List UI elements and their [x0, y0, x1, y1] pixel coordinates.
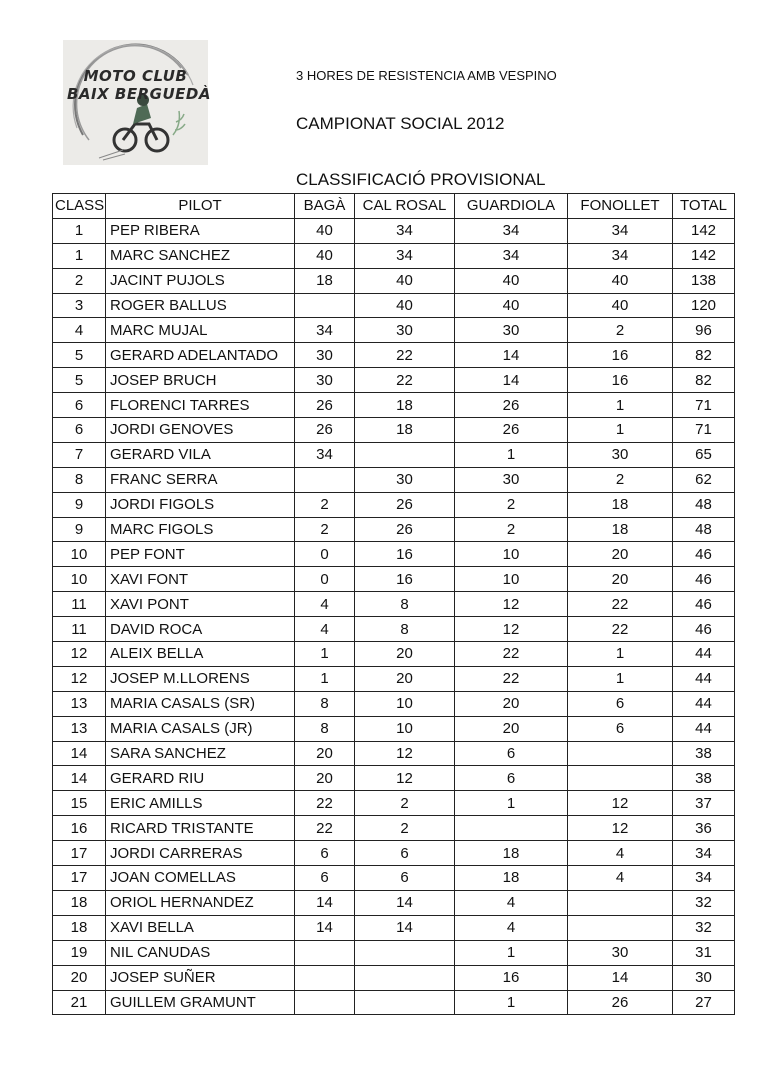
total-cell: 31	[673, 940, 735, 965]
class-cell: 1	[53, 218, 106, 243]
baga-cell: 14	[295, 890, 355, 915]
guardiola-cell: 20	[455, 716, 568, 741]
baga-cell: 14	[295, 915, 355, 940]
guardiola-cell: 6	[455, 766, 568, 791]
pilot-cell: MARC SANCHEZ	[106, 243, 295, 268]
class-cell: 20	[53, 965, 106, 990]
fonollet-cell: 2	[568, 467, 673, 492]
total-cell: 62	[673, 467, 735, 492]
fonollet-cell: 22	[568, 592, 673, 617]
table-row	[53, 592, 735, 617]
pilot-cell: JORDI GENOVES	[106, 418, 295, 443]
baga-cell: 30	[295, 368, 355, 393]
baga-cell	[295, 940, 355, 965]
class-cell: 14	[53, 766, 106, 791]
cal-rosal-cell: 2	[355, 791, 455, 816]
column-header-cal-rosal: CAL ROSAL	[355, 194, 455, 219]
pilot-cell: MARIA CASALS (SR)	[106, 691, 295, 716]
baga-cell: 8	[295, 716, 355, 741]
cal-rosal-cell: 20	[355, 642, 455, 667]
fonollet-cell: 20	[568, 542, 673, 567]
fonollet-cell: 1	[568, 418, 673, 443]
baga-cell: 2	[295, 492, 355, 517]
cal-rosal-cell	[355, 940, 455, 965]
baga-cell: 8	[295, 691, 355, 716]
fonollet-cell: 12	[568, 791, 673, 816]
class-cell: 2	[53, 268, 106, 293]
total-cell: 32	[673, 890, 735, 915]
table-row	[53, 442, 735, 467]
table-row	[53, 293, 735, 318]
class-cell: 8	[53, 467, 106, 492]
total-cell: 34	[673, 841, 735, 866]
fonollet-cell: 12	[568, 816, 673, 841]
total-cell: 120	[673, 293, 735, 318]
table-row	[53, 467, 735, 492]
baga-cell: 0	[295, 567, 355, 592]
table-row	[53, 492, 735, 517]
table-row	[53, 517, 735, 542]
pilot-cell: JOSEP BRUCH	[106, 368, 295, 393]
guardiola-cell: 22	[455, 642, 568, 667]
baga-cell: 26	[295, 393, 355, 418]
total-cell: 142	[673, 243, 735, 268]
class-cell: 14	[53, 741, 106, 766]
baga-cell: 6	[295, 866, 355, 891]
pilot-cell: MARC FIGOLS	[106, 517, 295, 542]
logo-line-1: MOTO CLUB	[83, 67, 188, 85]
baga-cell: 4	[295, 617, 355, 642]
cal-rosal-cell: 14	[355, 890, 455, 915]
cal-rosal-cell: 20	[355, 666, 455, 691]
guardiola-cell: 6	[455, 741, 568, 766]
cal-rosal-cell: 14	[355, 915, 455, 940]
fonollet-cell	[568, 766, 673, 791]
class-cell: 10	[53, 567, 106, 592]
total-cell: 82	[673, 368, 735, 393]
guardiola-cell: 16	[455, 965, 568, 990]
total-cell: 38	[673, 766, 735, 791]
table-header-row	[53, 194, 735, 219]
total-cell: 37	[673, 791, 735, 816]
fonollet-cell	[568, 890, 673, 915]
cal-rosal-cell: 6	[355, 866, 455, 891]
fonollet-cell: 40	[568, 293, 673, 318]
guardiola-cell: 4	[455, 890, 568, 915]
table-row	[53, 741, 735, 766]
class-cell: 3	[53, 293, 106, 318]
class-cell: 4	[53, 318, 106, 343]
classification-title: CLASSIFICACIÓ PROVISIONAL	[296, 170, 546, 189]
event-title: 3 HORES DE RESISTENCIA AMB VESPINO	[296, 68, 557, 83]
table-row	[53, 940, 735, 965]
results-body	[53, 218, 735, 1015]
guardiola-cell: 4	[455, 915, 568, 940]
total-cell: 142	[673, 218, 735, 243]
total-cell: 44	[673, 642, 735, 667]
class-cell: 15	[53, 791, 106, 816]
guardiola-cell: 18	[455, 841, 568, 866]
cal-rosal-cell: 40	[355, 268, 455, 293]
table-row	[53, 716, 735, 741]
baga-cell: 6	[295, 841, 355, 866]
guardiola-cell: 20	[455, 691, 568, 716]
class-cell: 9	[53, 517, 106, 542]
pilot-cell: ERIC AMILLS	[106, 791, 295, 816]
pilot-cell: MARIA CASALS (JR)	[106, 716, 295, 741]
table-row	[53, 915, 735, 940]
class-cell: 10	[53, 542, 106, 567]
fonollet-cell: 30	[568, 442, 673, 467]
baga-cell: 22	[295, 791, 355, 816]
table-row	[53, 890, 735, 915]
fonollet-cell: 20	[568, 567, 673, 592]
pilot-cell: GERARD ADELANTADO	[106, 343, 295, 368]
fonollet-cell: 14	[568, 965, 673, 990]
baga-cell: 4	[295, 592, 355, 617]
fonollet-cell: 6	[568, 716, 673, 741]
baga-cell	[295, 467, 355, 492]
total-cell: 48	[673, 492, 735, 517]
total-cell: 138	[673, 268, 735, 293]
class-cell: 21	[53, 990, 106, 1015]
baga-cell	[295, 293, 355, 318]
column-header-guardiola: GUARDIOLA	[455, 194, 568, 219]
total-cell: 44	[673, 691, 735, 716]
baga-cell: 18	[295, 268, 355, 293]
baga-cell: 26	[295, 418, 355, 443]
total-cell: 46	[673, 542, 735, 567]
guardiola-cell: 12	[455, 617, 568, 642]
class-cell: 11	[53, 617, 106, 642]
table-row	[53, 567, 735, 592]
pilot-cell: PEP FONT	[106, 542, 295, 567]
cal-rosal-cell: 18	[355, 418, 455, 443]
cal-rosal-cell: 30	[355, 318, 455, 343]
cal-rosal-cell: 2	[355, 816, 455, 841]
fonollet-cell: 18	[568, 492, 673, 517]
guardiola-cell: 2	[455, 517, 568, 542]
fonollet-cell: 2	[568, 318, 673, 343]
class-cell: 9	[53, 492, 106, 517]
baga-cell	[295, 965, 355, 990]
class-cell: 13	[53, 691, 106, 716]
club-logo	[63, 40, 211, 165]
fonollet-cell: 34	[568, 218, 673, 243]
total-cell: 32	[673, 915, 735, 940]
guardiola-cell: 1	[455, 940, 568, 965]
total-cell: 82	[673, 343, 735, 368]
guardiola-cell: 40	[455, 268, 568, 293]
total-cell: 44	[673, 666, 735, 691]
fonollet-cell: 1	[568, 642, 673, 667]
cal-rosal-cell	[355, 990, 455, 1015]
total-cell: 46	[673, 567, 735, 592]
cal-rosal-cell: 16	[355, 567, 455, 592]
baga-cell: 34	[295, 442, 355, 467]
pilot-cell: XAVI FONT	[106, 567, 295, 592]
pilot-cell: NIL CANUDAS	[106, 940, 295, 965]
guardiola-cell: 22	[455, 666, 568, 691]
column-header-baga: BAGÀ	[295, 194, 355, 219]
baga-cell: 0	[295, 542, 355, 567]
pilot-cell: PEP RIBERA	[106, 218, 295, 243]
class-cell: 18	[53, 890, 106, 915]
pilot-cell: RICARD TRISTANTE	[106, 816, 295, 841]
pilot-cell: XAVI PONT	[106, 592, 295, 617]
cal-rosal-cell	[355, 442, 455, 467]
guardiola-cell: 26	[455, 393, 568, 418]
guardiola-cell: 1	[455, 990, 568, 1015]
table-row	[53, 617, 735, 642]
cal-rosal-cell: 10	[355, 716, 455, 741]
fonollet-cell: 1	[568, 666, 673, 691]
class-cell: 17	[53, 841, 106, 866]
table-row	[53, 866, 735, 891]
total-cell: 46	[673, 592, 735, 617]
class-cell: 16	[53, 816, 106, 841]
total-cell: 27	[673, 990, 735, 1015]
cal-rosal-cell	[355, 965, 455, 990]
guardiola-cell: 34	[455, 243, 568, 268]
pilot-cell: JORDI FIGOLS	[106, 492, 295, 517]
baga-cell: 20	[295, 766, 355, 791]
fonollet-cell: 30	[568, 940, 673, 965]
cal-rosal-cell: 26	[355, 517, 455, 542]
cal-rosal-cell: 34	[355, 243, 455, 268]
class-cell: 13	[53, 716, 106, 741]
cal-rosal-cell: 12	[355, 741, 455, 766]
pilot-cell: FRANC SERRA	[106, 467, 295, 492]
guardiola-cell: 10	[455, 542, 568, 567]
cal-rosal-cell: 16	[355, 542, 455, 567]
fonollet-cell: 34	[568, 243, 673, 268]
total-cell: 44	[673, 716, 735, 741]
fonollet-cell	[568, 915, 673, 940]
baga-cell: 2	[295, 517, 355, 542]
column-header-class: CLASS	[53, 194, 106, 219]
guardiola-cell: 34	[455, 218, 568, 243]
cal-rosal-cell: 34	[355, 218, 455, 243]
pilot-cell: XAVI BELLA	[106, 915, 295, 940]
total-cell: 96	[673, 318, 735, 343]
fonollet-cell: 16	[568, 343, 673, 368]
championship-title: CAMPIONAT SOCIAL 2012	[296, 114, 505, 133]
total-cell: 71	[673, 418, 735, 443]
column-header-fonollet: FONOLLET	[568, 194, 673, 219]
cal-rosal-cell: 22	[355, 368, 455, 393]
pilot-cell: GERARD RIU	[106, 766, 295, 791]
total-cell: 65	[673, 442, 735, 467]
guardiola-cell: 14	[455, 343, 568, 368]
pilot-cell: JOAN COMELLAS	[106, 866, 295, 891]
guardiola-cell: 1	[455, 442, 568, 467]
pilot-cell: GUILLEM GRAMUNT	[106, 990, 295, 1015]
table-row	[53, 243, 735, 268]
cal-rosal-cell: 6	[355, 841, 455, 866]
total-cell: 36	[673, 816, 735, 841]
baga-cell: 40	[295, 218, 355, 243]
total-cell: 46	[673, 617, 735, 642]
cal-rosal-cell: 26	[355, 492, 455, 517]
fonollet-cell: 40	[568, 268, 673, 293]
guardiola-cell: 18	[455, 866, 568, 891]
class-cell: 11	[53, 592, 106, 617]
table-row	[53, 791, 735, 816]
table-row	[53, 990, 735, 1015]
baga-cell: 30	[295, 343, 355, 368]
total-cell: 38	[673, 741, 735, 766]
cal-rosal-cell: 40	[355, 293, 455, 318]
guardiola-cell: 40	[455, 293, 568, 318]
cal-rosal-cell: 22	[355, 343, 455, 368]
table-row	[53, 393, 735, 418]
table-row	[53, 318, 735, 343]
guardiola-cell: 26	[455, 418, 568, 443]
table-row	[53, 691, 735, 716]
pilot-cell: GERARD VILA	[106, 442, 295, 467]
cal-rosal-cell: 30	[355, 467, 455, 492]
table-row	[53, 218, 735, 243]
total-cell: 48	[673, 517, 735, 542]
cal-rosal-cell: 8	[355, 592, 455, 617]
column-header-total: TOTAL	[673, 194, 735, 219]
pilot-cell: ALEIX BELLA	[106, 642, 295, 667]
class-cell: 19	[53, 940, 106, 965]
class-cell: 5	[53, 343, 106, 368]
baga-cell: 40	[295, 243, 355, 268]
guardiola-cell: 10	[455, 567, 568, 592]
fonollet-cell	[568, 741, 673, 766]
table-row	[53, 368, 735, 393]
cal-rosal-cell: 18	[355, 393, 455, 418]
class-cell: 5	[53, 368, 106, 393]
fonollet-cell: 18	[568, 517, 673, 542]
class-cell: 6	[53, 393, 106, 418]
table-row	[53, 666, 735, 691]
guardiola-cell	[455, 816, 568, 841]
pilot-cell: ORIOL HERNANDEZ	[106, 890, 295, 915]
guardiola-cell: 1	[455, 791, 568, 816]
pilot-cell: FLORENCI TARRES	[106, 393, 295, 418]
class-cell: 7	[53, 442, 106, 467]
fonollet-cell: 6	[568, 691, 673, 716]
class-cell: 6	[53, 418, 106, 443]
baga-cell: 22	[295, 816, 355, 841]
class-cell: 18	[53, 915, 106, 940]
baga-cell: 20	[295, 741, 355, 766]
pilot-cell: DAVID ROCA	[106, 617, 295, 642]
pilot-cell: MARC MUJAL	[106, 318, 295, 343]
cal-rosal-cell: 12	[355, 766, 455, 791]
fonollet-cell: 26	[568, 990, 673, 1015]
fonollet-cell: 4	[568, 841, 673, 866]
table-row	[53, 542, 735, 567]
guardiola-cell: 30	[455, 318, 568, 343]
class-cell: 12	[53, 666, 106, 691]
class-cell: 12	[53, 642, 106, 667]
baga-cell: 1	[295, 666, 355, 691]
pilot-cell: SARA SANCHEZ	[106, 741, 295, 766]
baga-cell	[295, 990, 355, 1015]
total-cell: 34	[673, 866, 735, 891]
total-cell: 71	[673, 393, 735, 418]
table-row	[53, 418, 735, 443]
fonollet-cell: 1	[568, 393, 673, 418]
column-header-pilot: PILOT	[106, 194, 295, 219]
fonollet-cell: 22	[568, 617, 673, 642]
class-cell: 1	[53, 243, 106, 268]
fonollet-cell: 16	[568, 368, 673, 393]
pilot-cell: JOSEP SUÑER	[106, 965, 295, 990]
guardiola-cell: 30	[455, 467, 568, 492]
fonollet-cell: 4	[568, 866, 673, 891]
logo-line-2: BAIX BERGUEDÀ	[67, 85, 211, 103]
guardiola-cell: 12	[455, 592, 568, 617]
table-row	[53, 642, 735, 667]
table-row	[53, 841, 735, 866]
cal-rosal-cell: 10	[355, 691, 455, 716]
results-table	[52, 193, 735, 1015]
class-cell: 17	[53, 866, 106, 891]
table-row	[53, 816, 735, 841]
pilot-cell: ROGER BALLUS	[106, 293, 295, 318]
table-row	[53, 343, 735, 368]
guardiola-cell: 2	[455, 492, 568, 517]
table-row	[53, 965, 735, 990]
table-row	[53, 268, 735, 293]
guardiola-cell: 14	[455, 368, 568, 393]
baga-cell: 1	[295, 642, 355, 667]
pilot-cell: JORDI CARRERAS	[106, 841, 295, 866]
table-row	[53, 766, 735, 791]
baga-cell: 34	[295, 318, 355, 343]
pilot-cell: JACINT PUJOLS	[106, 268, 295, 293]
total-cell: 30	[673, 965, 735, 990]
cal-rosal-cell: 8	[355, 617, 455, 642]
pilot-cell: JOSEP M.LLORENS	[106, 666, 295, 691]
